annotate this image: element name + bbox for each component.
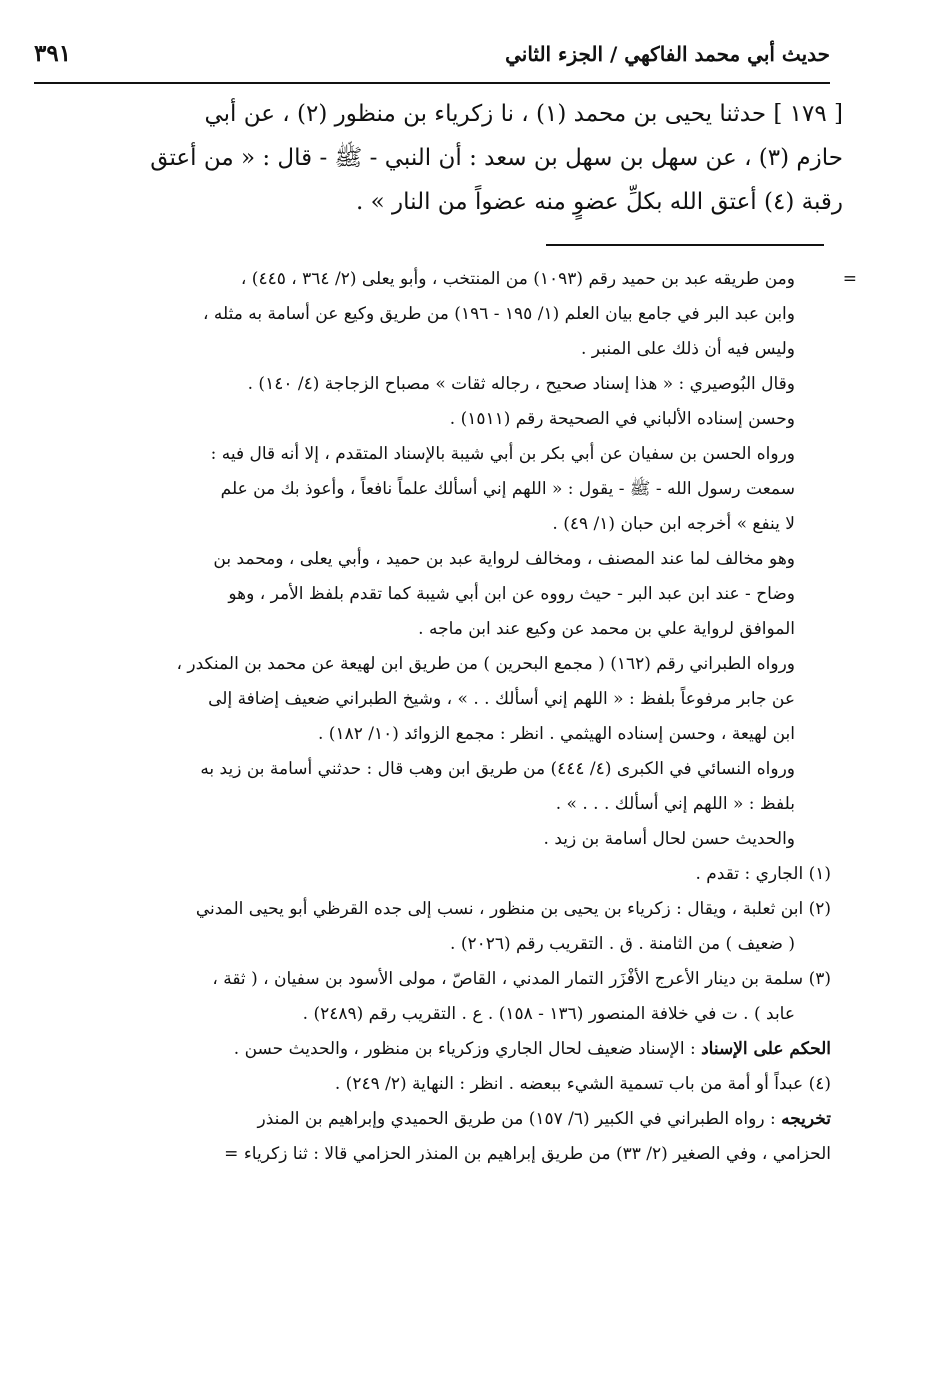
book-title: حديث أبي محمد الفاكهي / الجزء الثاني: [505, 42, 830, 66]
footnote-line: عن جابر مرفوعاً بلفظ : « اللهم إني أسألك . . » ، وشيخ الطبراني ضعيف إضافة إلى: [208, 689, 795, 709]
running-head: [34, 38, 830, 84]
footnote-line: ورواه الطبراني رقم (١٦٢) ( مجمع البحرين ) من طريق ابن لهيعة عن محمد بن المنكدر ،: [176, 654, 795, 674]
hadith-text: [123, 92, 843, 224]
footnote-line: ورواه الحسن بن سفيان عن أبي بكر بن أبي شيبة بالإسناد المتقدم ، إلا أنه قال فيه :: [210, 444, 795, 464]
footnote-2-continued: ( ضعيف ) من الثامنة . ق . التقريب رقم (٢٠٢٦) .: [450, 934, 795, 954]
isnad-ruling-text: : الإسناد ضعيف لحال الجاري وزكرياء بن منظور ، والحديث حسن .: [233, 1039, 696, 1059]
hadith-line: [ ١٧٩ ] حدثنا يحيى بن محمد (١) ، نا زكرياء بن منظور (٢) ، عن أبي: [204, 101, 843, 127]
takhrij-text: : رواه الطبراني في الكبير (٦/ ١٥٧) من طريق الحميدي وإبراهيم بن المنذر: [257, 1109, 776, 1129]
footnotes-block: [71, 262, 857, 1172]
continuation-mark: =: [842, 269, 857, 289]
isnad-ruling: [71, 1032, 831, 1067]
footnote-4: (٤) عبداً أو أمة من باب تسمية الشيء ببعضه . انظر : النهاية (٢/ ٢٤٩) .: [334, 1074, 831, 1094]
takhrij-label: تخريجه: [781, 1109, 831, 1129]
takhrij-line: [71, 1102, 831, 1137]
footnote-3-continued: عابد ) . ت في خلافة المنصور (١٣٦ - ١٥٨) . ع . التقريب رقم (٢٤٨٩) .: [302, 1004, 795, 1024]
takhrij-text-continued: الحزامي ، وفي الصغير (٢/ ٣٣) من طريق إبراهيم بن المنذر الحزامي قالا : ثنا زكرياء: [243, 1144, 831, 1164]
footnote-line: لا ينفع » أخرجه ابن حبان (١/ ٤٩) .: [552, 514, 795, 534]
footnote-line: وهو مخالف لما عند المصنف ، ومخالف لرواية عبد بن حميد ، وأبي يعلى ، ومحمد بن: [213, 549, 795, 569]
footnote-2: (٢) ابن ثعلبة ، ويقال : زكرياء بن يحيى بن منظور ، نسب إلى جده القرظي أبو يحيى المدني: [195, 899, 831, 919]
footnote-line: [71, 262, 857, 297]
isnad-ruling-label: الحكم على الإسناد: [701, 1039, 831, 1059]
footnote-line: وقال البُوصيري : « هذا إسناد صحيح ، رجاله ثقات » مصباح الزجاجة (٤/ ١٤٠) .: [247, 374, 795, 394]
footnote-line: ورواه النسائي في الكبرى (٤/ ٤٤٤) من طريق ابن وهب قال : حدثني أسامة بن زيد به: [200, 759, 795, 779]
footnote-separator: [546, 244, 824, 246]
hadith-line: رقبة (٤) أعتق الله بكلِّ عضوٍ منه عضواً من النار » .: [356, 189, 843, 215]
footnote-line: الموافق لرواية علي بن محمد عن وكيع عند ابن ماجه .: [418, 619, 795, 639]
footnote-line: سمعت رسول الله - ﷺ - يقول : « اللهم إني أسألك علماً نافعاً ، وأعوذ بك من علم: [220, 479, 795, 499]
footnote-line: وضاح - عند ابن عبد البر - حيث رووه عن ابن أبي شيبة كما تقدم بلفظ الأمر ، وهو: [228, 584, 795, 604]
footnote-line-text: ومن طريقه عبد بن حميد رقم (١٠٩٣) من المنتخب ، وأبو يعلى (٢/ ٣٦٤ ، ٤٤٥) ،: [240, 269, 795, 289]
page-number: ٣٩١: [34, 40, 72, 67]
footnote-line: ابن لهيعة ، وحسن إسناده الهيثمي . انظر : مجمع الزوائد (١٠/ ١٨٢) .: [318, 724, 795, 744]
footnote-1: (١) الجاري : تقدم .: [695, 864, 831, 884]
takhrij-line-continued: [71, 1137, 831, 1172]
footnote-3: (٣) سلمة بن دينار الأعرج الأفْزَر التمار المدني ، القاصّ ، مولى الأسود بن سفيان ، ( ثقة ،: [212, 969, 831, 989]
footnote-line: وحسن إسناده الألباني في الصحيحة رقم (١٥١١) .: [449, 409, 795, 429]
footnote-line: وابن عبد البر في جامع بيان العلم (١/ ١٩٥ - ١٩٦) من طريق وكيع عن أسامة به مثله ،: [202, 304, 795, 324]
footnote-line: والحديث حسن لحال أسامة بن زيد .: [543, 829, 795, 849]
footnote-line: وليس فيه أن ذلك على المنبر .: [581, 339, 795, 359]
footnote-line: بلفظ : « اللهم إني أسألك . . . » .: [555, 794, 795, 814]
continues-mark: =: [224, 1144, 239, 1164]
hadith-line: حازم (٣) ، عن سهل بن سهل بن سعد : أن النبي - ﷺ - قال : « من أعتق: [150, 145, 843, 171]
